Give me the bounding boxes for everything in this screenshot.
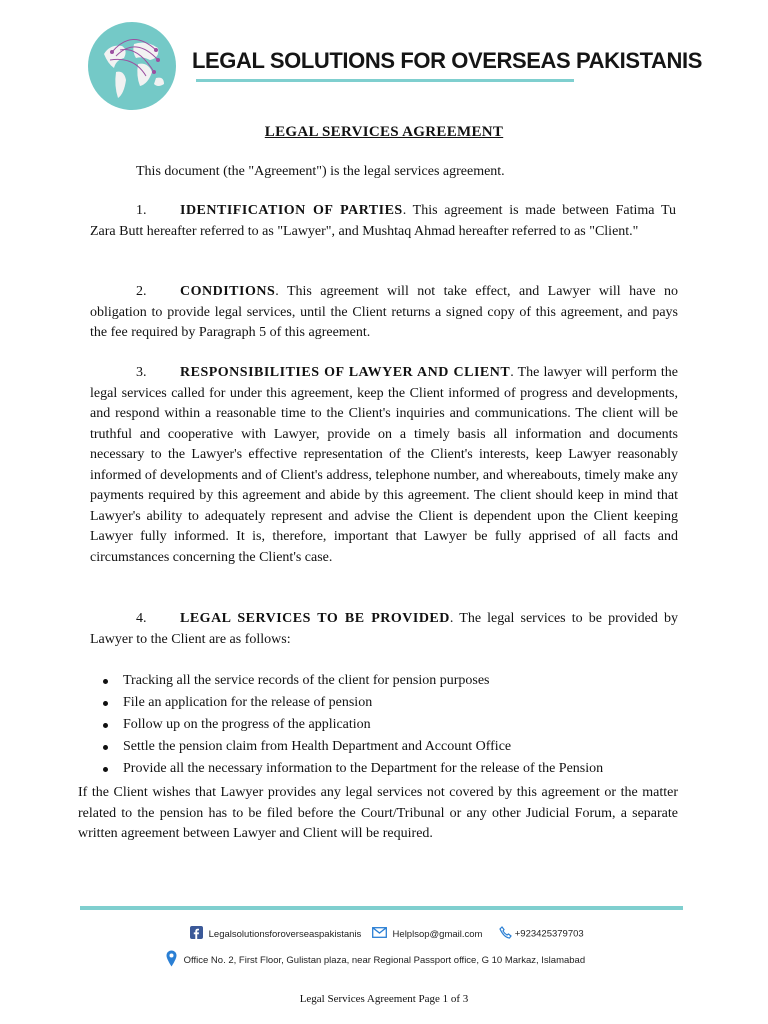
section-number: 2. [136, 284, 147, 299]
list-item: Follow up on the progress of the application [101, 714, 681, 736]
section-heading: IDENTIFICATION OF PARTIES [180, 203, 403, 218]
phone-number[interactable]: +923425379703 [514, 928, 584, 940]
section-heading: RESPONSIBILITIES OF LAWYER AND CLIENT [180, 365, 511, 380]
intro-paragraph: This document (the "Agreement") is the legal services agreement. [136, 164, 505, 179]
email-icon [372, 927, 387, 941]
section-text: . This agreement will not take effect, and Lawyer will have no obligation to provide legal services, until the Client returns a signed copy of this agreement, and pays the fee required by Paragraph 5 of this agreement. [90, 284, 678, 340]
section-text: . This agreement is made between Fatima Tu Zara Butt hereafter referred to as "Lawyer", and Mushtaq Ahmad hereafter referred to as "Client." [90, 203, 677, 239]
section-number: 4. [136, 611, 147, 626]
section-heading: CONDITIONS [180, 284, 276, 299]
page-footer-label: Legal Services Agreement Page 1 of 3 [299, 993, 469, 1005]
list-item: File an application for the release of pension [101, 692, 681, 714]
brand-underline [196, 79, 574, 82]
footer-address-row [166, 950, 585, 970]
section-number: 3. [136, 365, 147, 380]
section-responsibilities [90, 363, 678, 568]
list-item: Tracking all the service records of the client for pension purposes [101, 670, 681, 692]
list-item: Provide all the necessary information to the Department for the release of the Pension [101, 758, 681, 780]
section-identification [90, 201, 676, 242]
section-conditions [90, 282, 678, 344]
section-number: 1. [136, 203, 147, 218]
office-address: Office No. 2, First Floor, Gulistan plaza, near Regional Passport office, G 10 Markaz, Islamabad [183, 954, 586, 966]
footer-contacts [190, 926, 584, 942]
section-text: . The lawyer will perform the legal services called for under this agreement, keep the Client informed of progress and developments, and respond within a reasonable time to the Client's inquiries and communications. The client will be truthful and cooperative with Lawyer, provide on a timely basis all information and documents necessary to the Lawyer's effective representation of the Client's interests, keep Lawyer reasonably informed of developments and of Client's address, telephone number, and whereabouts, timely make any payments required by this agreement and abide by this agreement. The client should keep in mind that Lawyer's ability to adequately represent and advise the Client is dependent upon the Client keeping Lawyer fully informed. It is, therefore, important that Lawyer be fully apprised of all facts and circumstances concerning the Client's case. [90, 365, 678, 565]
section-heading: LEGAL SERVICES TO BE PROVIDED [180, 611, 450, 626]
footer-rule [80, 906, 683, 910]
document-title: LEGAL SERVICES AGREEMENT [264, 124, 504, 140]
services-list [101, 670, 681, 780]
phone-icon [499, 926, 512, 942]
location-pin-icon [166, 950, 177, 970]
facebook-link[interactable]: Legalsolutionsforoverseaspakistanis [208, 928, 362, 940]
facebook-icon [190, 926, 203, 942]
globe-logo-icon [86, 20, 178, 112]
section-text: . The legal services to be provided by Lawyer to the Client are as follows: [90, 611, 679, 647]
list-item: Settle the pension claim from Health Department and Account Office [101, 736, 681, 758]
email-link[interactable]: Helplsop@gmail.com [392, 928, 483, 940]
section-legal-services [90, 609, 678, 650]
brand-title: LEGAL SOLUTIONS FOR OVERSEAS PAKISTANIS [192, 48, 703, 73]
closing-paragraph: If the Client wishes that Lawyer provides any legal services not covered by this agreement or the matter related to the pension has to be filed before the Court/Tribunal or any other Judicial Forum, a separate written agreement between Lawyer and Client will be required. [78, 785, 678, 841]
